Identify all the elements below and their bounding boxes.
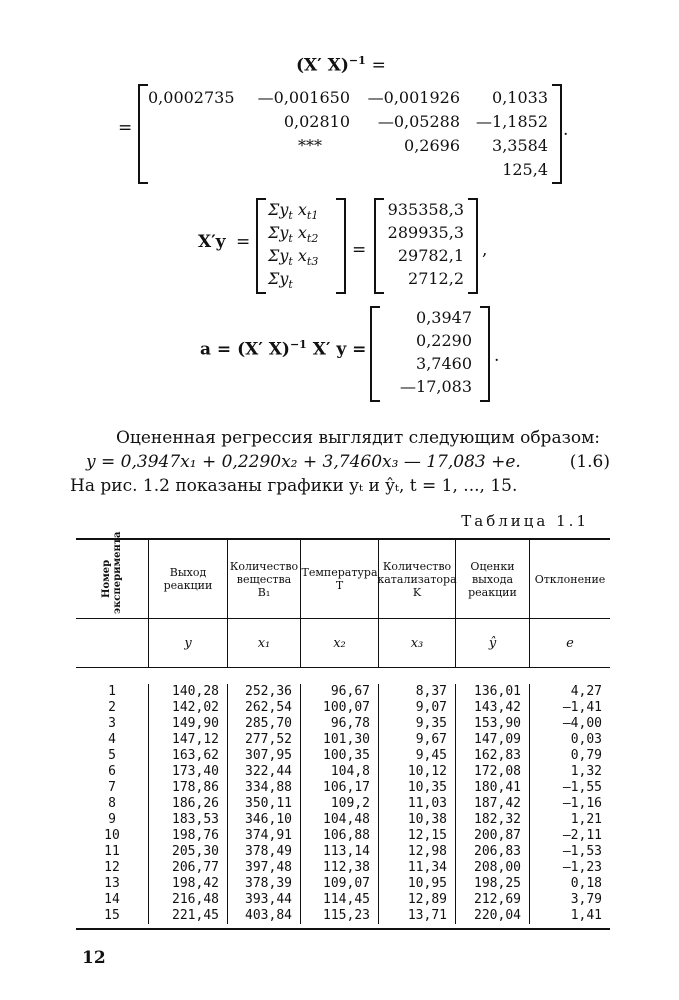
table-cell: 15: [104, 908, 120, 923]
xy-value: 2712,2: [408, 269, 464, 288]
table-cell: 1: [108, 684, 116, 699]
a-equation-lhs: a = (X′ X)$^{-1}$ X′ y =: [200, 338, 367, 360]
symbol-cell: x₁: [227, 619, 300, 667]
table-cell: 9,07: [415, 700, 447, 715]
a-bracket-right: [480, 306, 490, 402]
matrix-bracket-left: [138, 84, 148, 184]
xy-equals-2: =: [352, 240, 367, 260]
table-column-x1: [227, 684, 300, 924]
table-cell: 3,79: [570, 892, 602, 907]
table-cell: 7: [108, 780, 116, 795]
table-cell: 136,01: [474, 684, 521, 699]
table-cell: 143,42: [474, 700, 521, 715]
table-column-number: [76, 684, 148, 924]
table-cell: 198,25: [474, 876, 521, 891]
table-cell: 262,54: [245, 700, 292, 715]
matrix-cell: 0,2696: [404, 136, 460, 155]
table-cell: 11: [104, 844, 120, 859]
xy-bracket-right: [336, 198, 346, 294]
table-cell: 14: [104, 892, 120, 907]
table-cell: —1,41: [562, 700, 602, 715]
table-cell: 12: [104, 860, 120, 875]
table-cell: 10,38: [407, 812, 447, 827]
table-cell: 100,07: [323, 700, 370, 715]
symbol-cell: e: [529, 619, 610, 667]
symbol-cell: [76, 619, 148, 667]
table-cell: 378,39: [245, 876, 292, 891]
table-cell: 0,03: [570, 732, 602, 747]
page-number: 12: [82, 948, 106, 968]
matrix-cell: —0,001926: [367, 88, 460, 107]
table-cell: 206,77: [172, 860, 219, 875]
table-cell: 113,14: [323, 844, 370, 859]
table-cell: 346,10: [245, 812, 292, 827]
table-cell: 397,48: [245, 860, 292, 875]
table-cell: 4,27: [570, 684, 602, 699]
table-cell: 200,87: [474, 828, 521, 843]
table-cell: 198,42: [172, 876, 219, 891]
sum-entry: $\Sigma y_t$ $x_{t3}$: [268, 246, 319, 269]
table-cell: 252,36: [245, 684, 292, 699]
body-paragraph: [70, 426, 610, 498]
sum-entry: $\Sigma y_t$ $x_{t2}$: [268, 223, 319, 246]
table-cell: 374,91: [245, 828, 292, 843]
table-cell: 9,67: [415, 732, 447, 747]
table-header-row: [76, 531, 610, 619]
table-cell: 4: [108, 732, 116, 747]
table-cell: 114,45: [323, 892, 370, 907]
table-cell: 104,48: [323, 812, 370, 827]
table-cell: 183,53: [172, 812, 219, 827]
xy-values-bracket-right: [468, 198, 478, 294]
matrix-cell: —0,05288: [377, 112, 460, 131]
a-value: —17,083: [400, 377, 472, 396]
table-column-x3: [378, 684, 455, 924]
header-cell: Температура T: [300, 540, 378, 618]
table-cell: —1,23: [562, 860, 602, 875]
matrix-cell: 125,4: [502, 160, 548, 179]
table-cell: 216,48: [172, 892, 219, 907]
table-cell: 109,2: [330, 796, 370, 811]
table-cell: 205,30: [172, 844, 219, 859]
table-cell: 96,67: [330, 684, 370, 699]
table-cell: 187,42: [474, 796, 521, 811]
header-cell: Отклонение: [529, 540, 610, 618]
table-cell: 12,15: [407, 828, 447, 843]
table-cell: 162,83: [474, 748, 521, 763]
table-cell: 180,41: [474, 780, 521, 795]
a-bracket-left: [370, 306, 380, 402]
regression-equation: y = 0,3947x₁ + 0,2290x₂ + 3,7460x₃ — 17,083 +e.: [86, 452, 521, 472]
sum-entry: $\Sigma y_t$: [268, 269, 293, 292]
inverse-matrix-label: (X′ X)$^{-1}$ =: [296, 54, 386, 76]
table-cell: 178,86: [172, 780, 219, 795]
table-cell: 147,12: [172, 732, 219, 747]
table-cell: 153,90: [474, 716, 521, 731]
table-cell: 403,84: [245, 908, 292, 923]
table-cell: 13,71: [407, 908, 447, 923]
xy-value: 29782,1: [397, 246, 464, 265]
table-cell: 96,78: [330, 716, 370, 731]
table-cell: 163,62: [172, 748, 219, 763]
table-cell: —1,53: [562, 844, 602, 859]
equation-number: (1.6): [569, 452, 610, 472]
table-cell: 5: [108, 748, 116, 763]
table-cell: 10,95: [407, 876, 447, 891]
symbol-cell: x₂: [300, 619, 378, 667]
matrix-cell: —1,1852: [476, 112, 548, 131]
xy-value: 289935,3: [387, 223, 464, 242]
table-cell: 13: [104, 876, 120, 891]
paragraph-line: На рис. 1.2 показаны графики yₜ и ŷₜ, t = 1, ..., 15.: [70, 476, 518, 496]
table-cell: 307,95: [245, 748, 292, 763]
a-value: 3,7460: [416, 354, 472, 373]
table-cell: 8,37: [415, 684, 447, 699]
table-cell: 221,45: [172, 908, 219, 923]
matrix-cell: 0,1033: [492, 88, 548, 107]
table-cell: 147,09: [474, 732, 521, 747]
table-cell: 220,04: [474, 908, 521, 923]
xy-label: X′y: [198, 232, 226, 252]
xy-equals-1: =: [236, 232, 251, 252]
table-cell: 0,18: [570, 876, 602, 891]
table-cell: 101,30: [323, 732, 370, 747]
table-cell: 172,08: [474, 764, 521, 779]
matrix-cell: —0,001650: [257, 88, 350, 107]
table-cell: 208,00: [474, 860, 521, 875]
table-caption: Таблица 1.1: [461, 512, 589, 530]
xy-value: 935358,3: [387, 200, 464, 219]
table-cell: 100,35: [323, 748, 370, 763]
table-cell: 1,32: [570, 764, 602, 779]
table-cell: 350,11: [245, 796, 292, 811]
table-cell: 212,69: [474, 892, 521, 907]
table-cell: 10,35: [407, 780, 447, 795]
table-cell: 106,17: [323, 780, 370, 795]
table-cell: 104,8: [330, 764, 370, 779]
paragraph-line: Оцененная регрессия выглядит следующим образом:: [116, 428, 601, 448]
table-cell: 285,70: [245, 716, 292, 731]
table-cell: 12,89: [407, 892, 447, 907]
sum-entry: $\Sigma y_t$ $x_{t1}$: [268, 200, 319, 223]
table-body: [76, 668, 610, 928]
header-cell: Количество катализатора K: [378, 540, 455, 618]
table-cell: 109,07: [323, 876, 370, 891]
table-cell: 3: [108, 716, 116, 731]
table-cell: —1,16: [562, 796, 602, 811]
symbol-cell: y: [148, 619, 227, 667]
table-cell: 9,45: [415, 748, 447, 763]
inverse-matrix-equals: =: [118, 118, 133, 138]
table-cell: 140,28: [172, 684, 219, 699]
header-cell: Количество вещества B₁: [227, 540, 300, 618]
table-cell: —4,00: [562, 716, 602, 731]
table-cell: 9,35: [415, 716, 447, 731]
table-cell: 2: [108, 700, 116, 715]
table-column-x2: [300, 684, 378, 924]
table-cell: 277,52: [245, 732, 292, 747]
table-cell: 0,79: [570, 748, 602, 763]
table-column-yhat: [455, 684, 529, 924]
a-value: 0,3947: [416, 308, 472, 327]
xy-end-mark: ,: [482, 240, 488, 260]
a-end-mark: .: [494, 346, 500, 366]
table-cell: —1,55: [562, 780, 602, 795]
header-cell: Номер эксперимента: [101, 531, 123, 614]
table-cell: 206,83: [474, 844, 521, 859]
matrix-cell: 0,0002735: [148, 88, 235, 107]
table-column-y: [148, 684, 227, 924]
table-cell: 8: [108, 796, 116, 811]
data-table: [76, 531, 610, 930]
table-cell: 186,26: [172, 796, 219, 811]
table-cell: 11,03: [407, 796, 447, 811]
regression-equation-line: [70, 450, 610, 474]
table-cell: 173,40: [172, 764, 219, 779]
matrix-bracket-right: [552, 84, 562, 184]
table-cell: 334,88: [245, 780, 292, 795]
table-column-e: [529, 684, 610, 924]
xy-bracket-left: [256, 198, 266, 294]
table-cell: 322,44: [245, 764, 292, 779]
table-cell: 115,23: [323, 908, 370, 923]
matrix-cell: ***: [298, 136, 322, 155]
table-cell: 378,49: [245, 844, 292, 859]
header-cell: Выход реакции: [148, 540, 227, 618]
table-cell: 142,02: [172, 700, 219, 715]
table-cell: 9: [108, 812, 116, 827]
table-cell: 149,90: [172, 716, 219, 731]
table-cell: 6: [108, 764, 116, 779]
table-cell: 182,32: [474, 812, 521, 827]
matrix-cell: 3,3584: [492, 136, 548, 155]
table-cell: 12,98: [407, 844, 447, 859]
table-cell: 393,44: [245, 892, 292, 907]
table-symbol-row: [76, 619, 610, 668]
table-cell: 106,88: [323, 828, 370, 843]
table-cell: —2,11: [562, 828, 602, 843]
table-cell: 10,12: [407, 764, 447, 779]
matrix-end-mark: .: [563, 120, 569, 140]
table-cell: 11,34: [407, 860, 447, 875]
symbol-cell: x₃: [378, 619, 455, 667]
table-cell: 112,38: [323, 860, 370, 875]
a-value: 0,2290: [416, 331, 472, 350]
table-cell: 198,76: [172, 828, 219, 843]
matrix-cell: 0,02810: [283, 112, 350, 131]
table-cell: 10: [104, 828, 120, 843]
symbol-cell: ŷ: [455, 619, 529, 667]
table-cell: 1,41: [570, 908, 602, 923]
header-cell: Оценки выхода реакции: [455, 540, 529, 618]
table-cell: 1,21: [570, 812, 602, 827]
